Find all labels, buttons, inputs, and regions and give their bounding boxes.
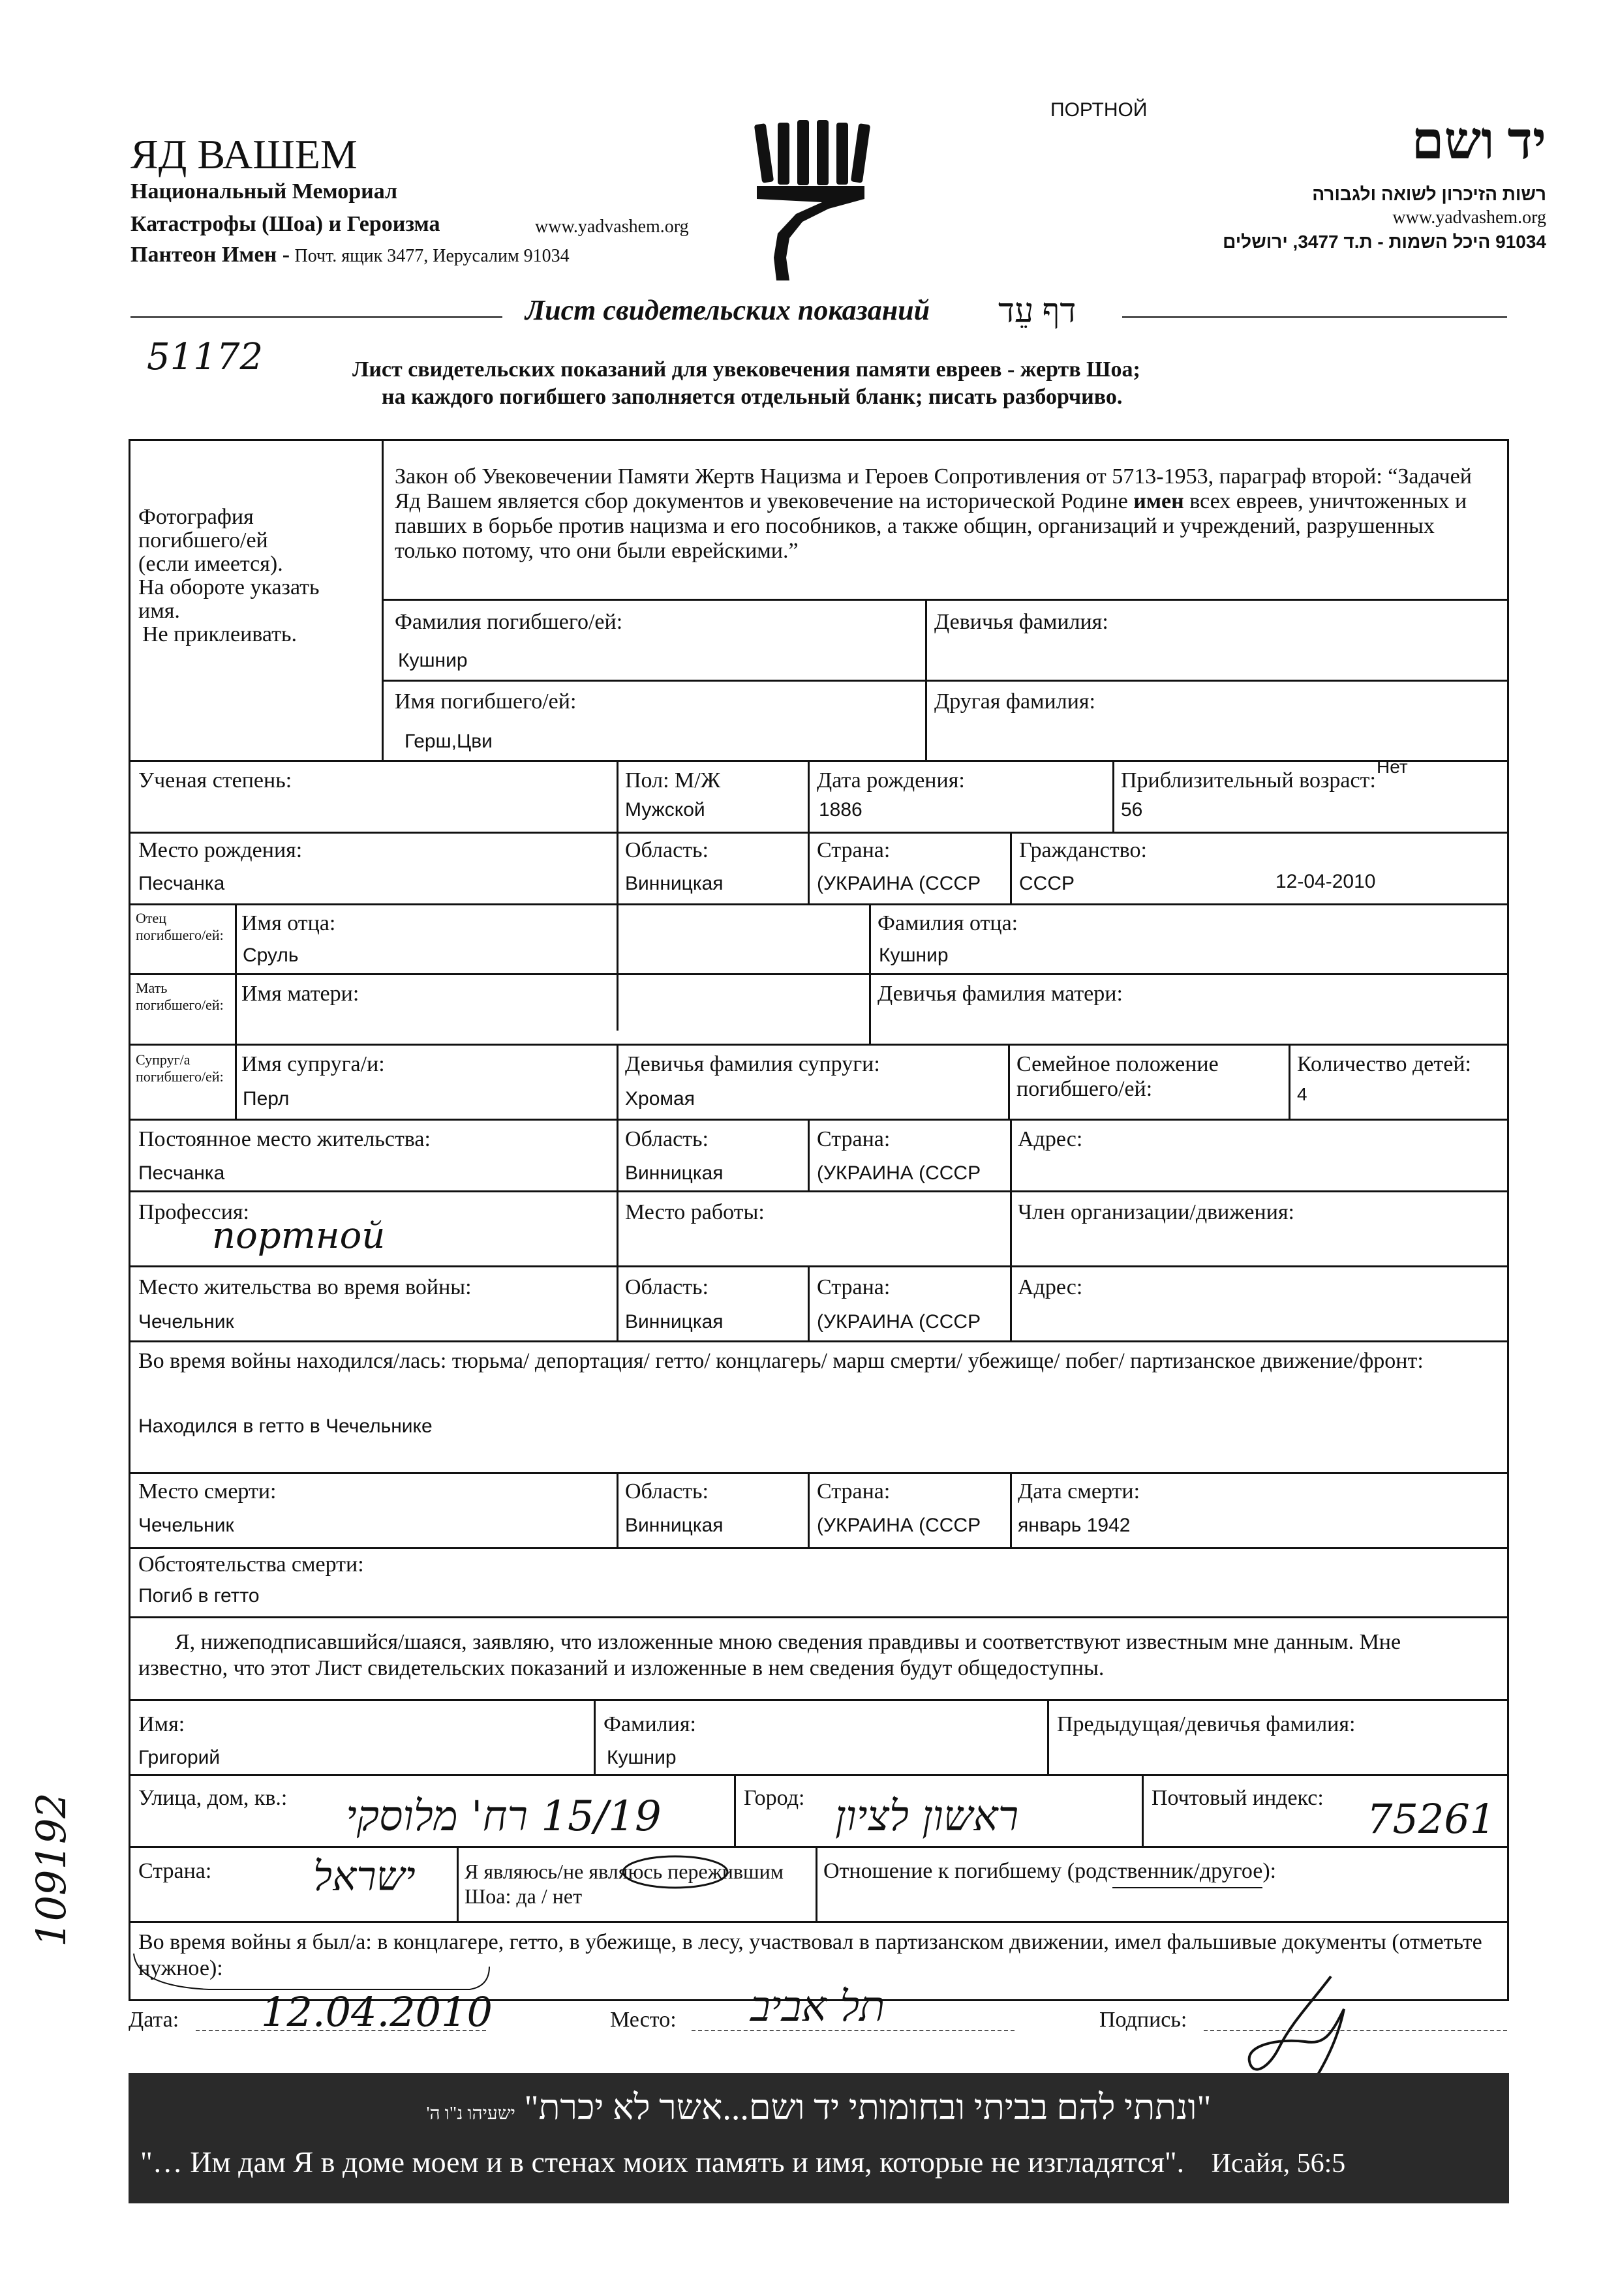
- other-surname-label: Другая фамилия:: [934, 689, 1095, 714]
- handwritten-number: 51172: [147, 336, 264, 378]
- row-degree-bottom: [129, 832, 1509, 834]
- death-region-field[interactable]: Винницкая: [625, 1515, 724, 1536]
- footer-he-ref: ישעיהו נ"ו ה': [426, 2104, 515, 2124]
- row-res-bottom: [129, 1190, 1509, 1192]
- member-label: Член организации/движения:: [1018, 1200, 1294, 1224]
- footer-he-quote-text: "ונתתי להם בביתי ובחומותי יד ושם...אשר לא יכרת": [524, 2088, 1212, 2127]
- city-label: Город:: [744, 1786, 805, 1810]
- sex-field[interactable]: Мужской: [625, 799, 705, 821]
- surname-field[interactable]: Кушнир: [398, 650, 468, 671]
- row-surname-bottom: [382, 680, 1509, 682]
- father-surname-field[interactable]: Кушнир: [879, 944, 949, 966]
- sub-prev-label: Предыдущая/девичья фамилия:: [1057, 1712, 1356, 1736]
- v-war-2: [808, 1265, 810, 1340]
- he-website: www.yadvashem.org: [1392, 207, 1546, 228]
- maiden-label: Девичья фамилия:: [934, 610, 1108, 634]
- row-war-bottom: [129, 1340, 1509, 1342]
- org-line3: [130, 243, 570, 267]
- law-text: [395, 464, 1497, 564]
- spouse-side-label: Супруг/а погибшего/ей:: [136, 1051, 224, 1085]
- v-survivor-split: [816, 1846, 817, 1921]
- v-city-split: [1142, 1774, 1144, 1846]
- spouse-name-field[interactable]: Перл: [243, 1088, 290, 1110]
- birth-country-label: Страна:: [817, 838, 891, 862]
- footer-he-quote: [129, 2087, 1509, 2128]
- death-country-label: Страна:: [817, 1479, 891, 1503]
- wartime-label: Во время войны находился/лась: тюрьма/ депортация/ гетто/ концлагерь/ марш смерти/ убежище/ побег/ партизанское движение/фронт:: [138, 1349, 1424, 1373]
- v-spouse-3: [1289, 1044, 1290, 1119]
- approx-age-note: Нет: [1377, 757, 1408, 777]
- war-country-field[interactable]: (УКРАИНА (СССР: [817, 1311, 981, 1333]
- residence-field[interactable]: Песчанка: [138, 1162, 225, 1184]
- form-title: Лист свидетельских показаний: [525, 294, 930, 326]
- sub-surname-label: Фамилия:: [603, 1712, 696, 1736]
- col-surname-split: [925, 599, 927, 760]
- org-line2: Катастрофы (Шоа) и Героизма: [130, 212, 440, 236]
- row-sub-bottom: [129, 1774, 1509, 1776]
- he-line1: רשות הזיכרון לשואה ולגבורה: [1312, 184, 1546, 204]
- intro-line2: на каждого погибшего заполняется отдельный бланк; писать разборчиво.: [382, 385, 1123, 409]
- war-res-label: Место жительства во время войны:: [138, 1275, 472, 1299]
- res-address-label: Адрес:: [1018, 1127, 1083, 1151]
- declaration-text: Я, нижеподписавшийся/шаяся, заявляю, что изложенные мною сведения правдивы и соответствуют известным мне данным. Мне известно, что этот Лист свидетельских показаний и изложенные в нем сведения будут общедоступны.: [138, 1630, 1401, 1680]
- res-country-label: Страна:: [817, 1127, 891, 1151]
- death-date-label: Дата смерти:: [1018, 1479, 1140, 1503]
- spouse-maiden-field[interactable]: Хромая: [625, 1088, 695, 1110]
- v-spouse-1: [617, 1044, 618, 1119]
- sub-country-field[interactable]: ישראל: [313, 1852, 416, 1900]
- v-street-split: [734, 1774, 736, 1846]
- res-region-field[interactable]: Винницкая: [625, 1162, 724, 1184]
- org-line1: Национальный Мемориал: [130, 179, 398, 204]
- photo-line4: На обороте указать: [138, 575, 320, 599]
- row-spouse-bottom: [129, 1119, 1509, 1121]
- birth-region-field[interactable]: Винницкая: [625, 873, 724, 894]
- row-decl-bottom: [129, 1699, 1509, 1701]
- org-name-ru: ЯД ВАШЕМ: [130, 131, 358, 177]
- photo-line2: погибшего/ей: [138, 528, 268, 552]
- photo-line5: имя.: [138, 599, 180, 623]
- v-res-1: [617, 1119, 618, 1340]
- he-title: יד ושם: [1411, 113, 1546, 170]
- frame-top: [129, 439, 1509, 441]
- intro-line1: Лист свидетельских показаний для увековечения памяти евреев - жертв Шоа;: [352, 357, 1140, 382]
- workplace-label: Место работы:: [625, 1200, 765, 1224]
- war-address-label: Адрес:: [1018, 1275, 1083, 1299]
- firstname-field[interactable]: Герш,Цви: [404, 731, 493, 752]
- row-mother-bottom: [129, 1044, 1509, 1046]
- photo-line3: (если имеется).: [138, 552, 283, 576]
- v-death-2: [808, 1472, 810, 1547]
- spouse-maiden-label: Девичья фамилия супруги:: [625, 1052, 880, 1076]
- place-field[interactable]: תל אביב: [750, 1983, 885, 2031]
- v-degree-3: [1112, 760, 1114, 832]
- sub-name-label: Имя:: [138, 1712, 185, 1736]
- death-date-field[interactable]: январь 1942: [1018, 1515, 1131, 1536]
- v-birth-3: [1010, 832, 1012, 903]
- footer-ru-quote: [140, 2145, 1497, 2179]
- war-region-field[interactable]: Винницкая: [625, 1311, 724, 1333]
- citizenship-field[interactable]: СССР: [1019, 873, 1075, 894]
- profession-label: Профессия:: [138, 1200, 249, 1224]
- degree-label: Ученая степень:: [138, 768, 292, 793]
- death-place-label: Место смерти:: [138, 1479, 277, 1503]
- org-line3-bold: Пантеон Имен -: [130, 243, 290, 267]
- v-spouse-2: [1008, 1044, 1010, 1119]
- children-field[interactable]: 4: [1297, 1084, 1307, 1104]
- war-country-label: Страна:: [817, 1275, 891, 1299]
- frame-right: [1507, 439, 1509, 2001]
- form-title-he: דף עֵד: [998, 293, 1076, 330]
- sub-country-label: Страна:: [138, 1859, 212, 1883]
- v-death-3: [1010, 1472, 1012, 1547]
- law-text-part2: всех евреев, уничтоженных и павших в борьбе против нацизма и его пособников, а также общин, организаций и учреждений, разрушенных только потому, что они были еврейскими.”: [395, 489, 1467, 563]
- birthdate-label: Дата рождения:: [817, 768, 965, 793]
- father-name-label: Имя отца:: [241, 911, 336, 935]
- photo-line1: Фотография: [138, 505, 254, 529]
- law-text-part1: Закон об Увековечении Памяти Жертв Нацизма и Героев Сопротивления от 5713-1953, параграф второй: “Задачей Яд Вашем является сбор документов и увековечение на исторической Родине: [395, 464, 1472, 513]
- title-rule-left: [130, 316, 502, 318]
- row-street-bottom: [129, 1846, 1509, 1848]
- row-name-bottom: [129, 760, 1509, 762]
- title-rule-right: [1122, 316, 1507, 318]
- v-side-father: [235, 903, 237, 1119]
- father-side-label: Отец погибшего/ей:: [136, 910, 224, 943]
- war-res-field[interactable]: Чечельник: [138, 1311, 234, 1333]
- mother-name-label: Имя матери:: [241, 982, 359, 1006]
- row-death-bottom: [129, 1547, 1509, 1549]
- children-label: Количество детей:: [1297, 1052, 1471, 1076]
- law-text-bold: имен: [1133, 489, 1184, 513]
- photo-line6: Не приклеивать.: [142, 622, 297, 646]
- father-surname-label: Фамилия отца:: [878, 911, 1018, 935]
- v-sub-2: [1047, 1699, 1049, 1774]
- zip-field[interactable]: 75261: [1367, 1795, 1496, 1843]
- row-father-bottom: [129, 973, 1509, 975]
- sub-name-field[interactable]: Григорий: [138, 1747, 221, 1768]
- firstname-label: Имя погибшего/ей:: [395, 689, 577, 714]
- mother-side-label: Мать погибшего/ей:: [136, 980, 224, 1013]
- wartime-field[interactable]: Находился в гетто в Чечельнике: [138, 1415, 433, 1437]
- row-wartime-bottom: [129, 1472, 1509, 1474]
- photo-instructions: [138, 506, 320, 646]
- row-law-bottom: [382, 599, 1509, 601]
- place-label: Место:: [610, 2008, 677, 2032]
- website-ru: www.yadvashem.org: [535, 217, 689, 237]
- city-field[interactable]: ראשון לציון: [835, 1792, 1019, 1841]
- res-country-field[interactable]: (УКРАИНА (СССР: [817, 1162, 981, 1184]
- spouse-name-label: Имя супруга/и:: [241, 1052, 385, 1076]
- death-region-label: Область:: [625, 1479, 709, 1503]
- signature-label: Подпись:: [1099, 2008, 1187, 2032]
- v-death-1: [617, 1472, 618, 1547]
- birthplace-label: Место рождения:: [138, 838, 303, 862]
- survivor-label: Я являюсь/не являюсь пережившим Шоа: да / нет: [465, 1860, 784, 1908]
- street-field[interactable]: 15/19 רח' מלוסקי: [346, 1792, 662, 1841]
- yad-vashem-logo-icon: [750, 117, 874, 287]
- approx-age-field[interactable]: 56: [1121, 799, 1143, 821]
- row-circ-bottom: [129, 1616, 1509, 1618]
- sex-label: Пол: М/Ж: [625, 768, 721, 793]
- v-birth-2: [808, 832, 810, 903]
- stamp-top: ПОРТНОЙ: [1050, 99, 1148, 121]
- frame-left: [129, 439, 130, 2001]
- birthplace-field[interactable]: Песчанка: [138, 873, 225, 894]
- citizenship-label: Гражданство:: [1019, 838, 1147, 862]
- relation-underline: [1112, 1887, 1262, 1888]
- mother-maiden-label: Девичья фамилия матери:: [878, 982, 1123, 1006]
- relation-label: Отношение к погибшему (родственник/другое):: [823, 1859, 1277, 1883]
- date-label: Дата:: [129, 2008, 179, 2032]
- sub-surname-field[interactable]: Кушнир: [607, 1747, 677, 1768]
- birth-region-label: Область:: [625, 838, 709, 862]
- death-circ-label: Обстоятельства смерти:: [138, 1552, 364, 1577]
- footer-ru-quote-text: "… Им дам Я в доме моем и в стенах моих память и имя, которые не изгладятся".: [140, 2145, 1185, 2179]
- approx-age-label: Приблизительный возраст:: [1121, 768, 1376, 793]
- birth-country-field[interactable]: (УКРАИНА (СССР: [817, 873, 981, 894]
- row-country-bottom: [129, 1921, 1509, 1923]
- footer-ru-ref: Исайя, 56:5: [1211, 2149, 1346, 2179]
- v-degree-2: [808, 760, 810, 832]
- street-label: Улица, дом, кв.:: [138, 1786, 288, 1810]
- v-sub-1: [594, 1699, 596, 1774]
- v-country-split: [457, 1846, 459, 1921]
- org-address: Почт. ящик 3477, Иерусалим 91034: [294, 246, 570, 266]
- death-circ-field[interactable]: Погиб в гетто: [138, 1585, 260, 1607]
- birthdate-field[interactable]: 1886: [819, 799, 862, 821]
- v-res-3: [1010, 1119, 1012, 1340]
- date-field[interactable]: 12.04.2010: [261, 1988, 493, 2036]
- war-region-label: Область:: [625, 1275, 709, 1299]
- surname-label: Фамилия погибшего/ей:: [395, 610, 623, 634]
- res-region-label: Область:: [625, 1127, 709, 1151]
- he-line3: 91034 היכל השמות - ת.ד 3477, ירושלים: [1223, 232, 1546, 252]
- zip-label: Почтовый индекс:: [1152, 1786, 1324, 1810]
- citizenship-date: 12-04-2010: [1275, 871, 1376, 892]
- residence-label: Постоянное место жительства:: [138, 1127, 431, 1151]
- death-country-field[interactable]: (УКРАИНА (СССР: [817, 1515, 981, 1536]
- row-prof-bottom: [129, 1265, 1509, 1267]
- survivor-circle-mark: [620, 1852, 731, 1892]
- profession-field[interactable]: портной: [212, 1215, 386, 1257]
- marital-label: Семейное положение погибшего/ей:: [1016, 1052, 1219, 1101]
- wartime-self-label: Во время войны я был/а: в концлагере, гетто, в убежище, в лесу, участвовал в партизанском движении, имел фальшивые документы (отметьте нужное):: [138, 1930, 1482, 1980]
- death-place-field[interactable]: Чечельник: [138, 1515, 234, 1536]
- row-birth-bottom: [129, 903, 1509, 905]
- father-name-field[interactable]: Сруль: [243, 944, 299, 966]
- side-number: 109192: [27, 1792, 75, 1947]
- v-res-2: [808, 1119, 810, 1190]
- footer-banner: [129, 2073, 1509, 2203]
- v-degree-1: [617, 760, 618, 1031]
